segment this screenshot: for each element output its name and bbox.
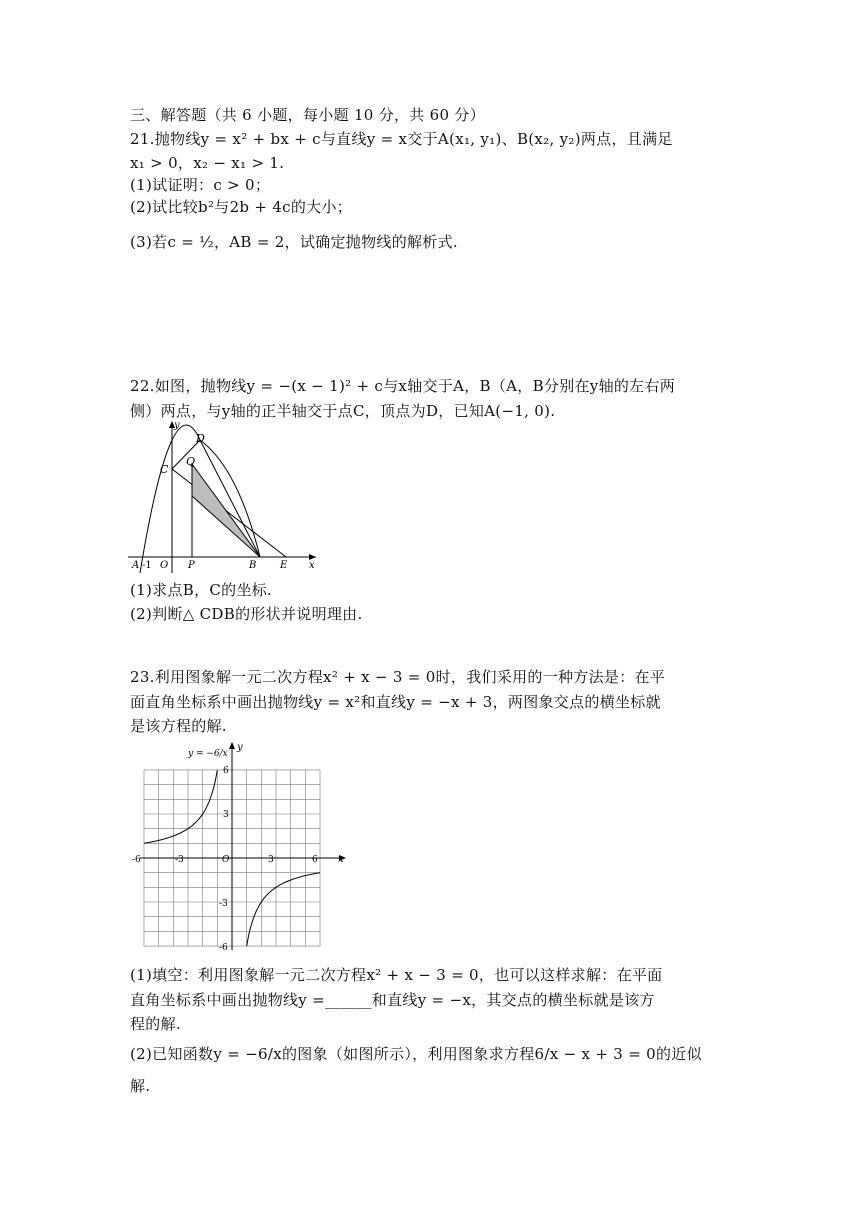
label-Q: Q	[186, 455, 196, 468]
label-y: y	[237, 742, 243, 753]
q21-part3: (3)若c = ½，AB = 2，试确定抛物线的解析式.	[130, 233, 458, 251]
label-C: C	[160, 463, 169, 476]
tick-x-6: 6	[312, 855, 318, 865]
y-axis-arrow	[229, 742, 235, 749]
hyperbola-grid-chart	[128, 740, 350, 954]
q23-part1-line1: (1)填空：利用图象解一元二次方程x² + x − 3 = 0，也可以这样求解：在平面	[130, 966, 663, 984]
label-D: D	[196, 432, 205, 445]
q21-line2: x₁ > 0，x₂ − x₁ > 1.	[130, 154, 285, 172]
q23-part1-line2: 直角坐标系中画出抛物线y =______和直线y = −x，其交点的横坐标就是该方	[130, 991, 655, 1009]
label-A: A	[132, 560, 140, 571]
q21-part2: (2)试比较b²与2b + 4c的大小；	[130, 198, 353, 216]
q21-line1: 21.抛物线y = x² + bx + c与直线y = x交于A(x₁, y₁)、B(x₂, y₂)两点，且满足	[130, 130, 673, 148]
q22-line2: 侧）两点，与y轴的正半轴交于点C，顶点为D，已知A(−1, 0).	[130, 402, 556, 420]
tick-y-3: 3	[223, 810, 229, 820]
q22-part2: (2)判断△ CDB的形状并说明理由.	[130, 605, 363, 623]
label-y: y	[174, 420, 180, 431]
q23-part2-line1: (2)已知函数y = −6/x的图象（如图所示），利用图象求方程6/x − x + 3 = 0的近似	[130, 1045, 702, 1063]
q21-part1: (1)试证明：c > 0；	[130, 176, 271, 194]
label-E: E	[280, 560, 288, 571]
hyperbola-branch-left	[144, 770, 217, 843]
q23-figure	[128, 740, 350, 954]
label-x: x	[338, 854, 344, 865]
section-title: 三、解答题（共 6 小题，每小题 10 分，共 60 分）	[130, 106, 486, 124]
hyperbola-branch-right	[247, 873, 320, 946]
shaded-triangle	[192, 464, 260, 557]
label-O: O	[160, 560, 169, 571]
tick-x-neg3: -3	[175, 855, 184, 865]
tick-y-neg6: -6	[219, 943, 228, 953]
label-P: P	[188, 560, 195, 571]
q22-figure	[128, 418, 328, 578]
label-O: O	[222, 855, 230, 865]
q23-part1-line3: 程的解.	[130, 1015, 181, 1033]
tick-y-neg3: -3	[219, 899, 228, 909]
label-x: x	[309, 560, 315, 571]
tick-x-neg6: -6	[132, 855, 141, 865]
tick-y-6: 6	[223, 766, 229, 776]
q22-part1: (1)求点B，C的坐标.	[130, 581, 273, 599]
function-label: y = −6/x	[188, 749, 228, 759]
q23-line3: 是该方程的解.	[130, 717, 227, 735]
label-neg1: -1	[142, 560, 152, 571]
q23-line1: 23.利用图象解一元二次方程x² + x − 3 = 0时，我们采用的一种方法是：在平	[130, 668, 666, 686]
tick-x-3: 3	[268, 855, 274, 865]
line-CE	[172, 469, 286, 557]
q23-part2-line2: 解.	[130, 1077, 151, 1095]
q22-line1: 22.如图，抛物线y = −(x − 1)² + c与x轴交于A，B（A，B分别在y轴的左右两	[130, 377, 676, 395]
label-B: B	[249, 560, 257, 571]
q23-line2: 面直角坐标系中画出抛物线y = x²和直线y = −x + 3，两图象交点的横坐标就	[130, 693, 661, 711]
parabola-diagram	[128, 418, 328, 578]
